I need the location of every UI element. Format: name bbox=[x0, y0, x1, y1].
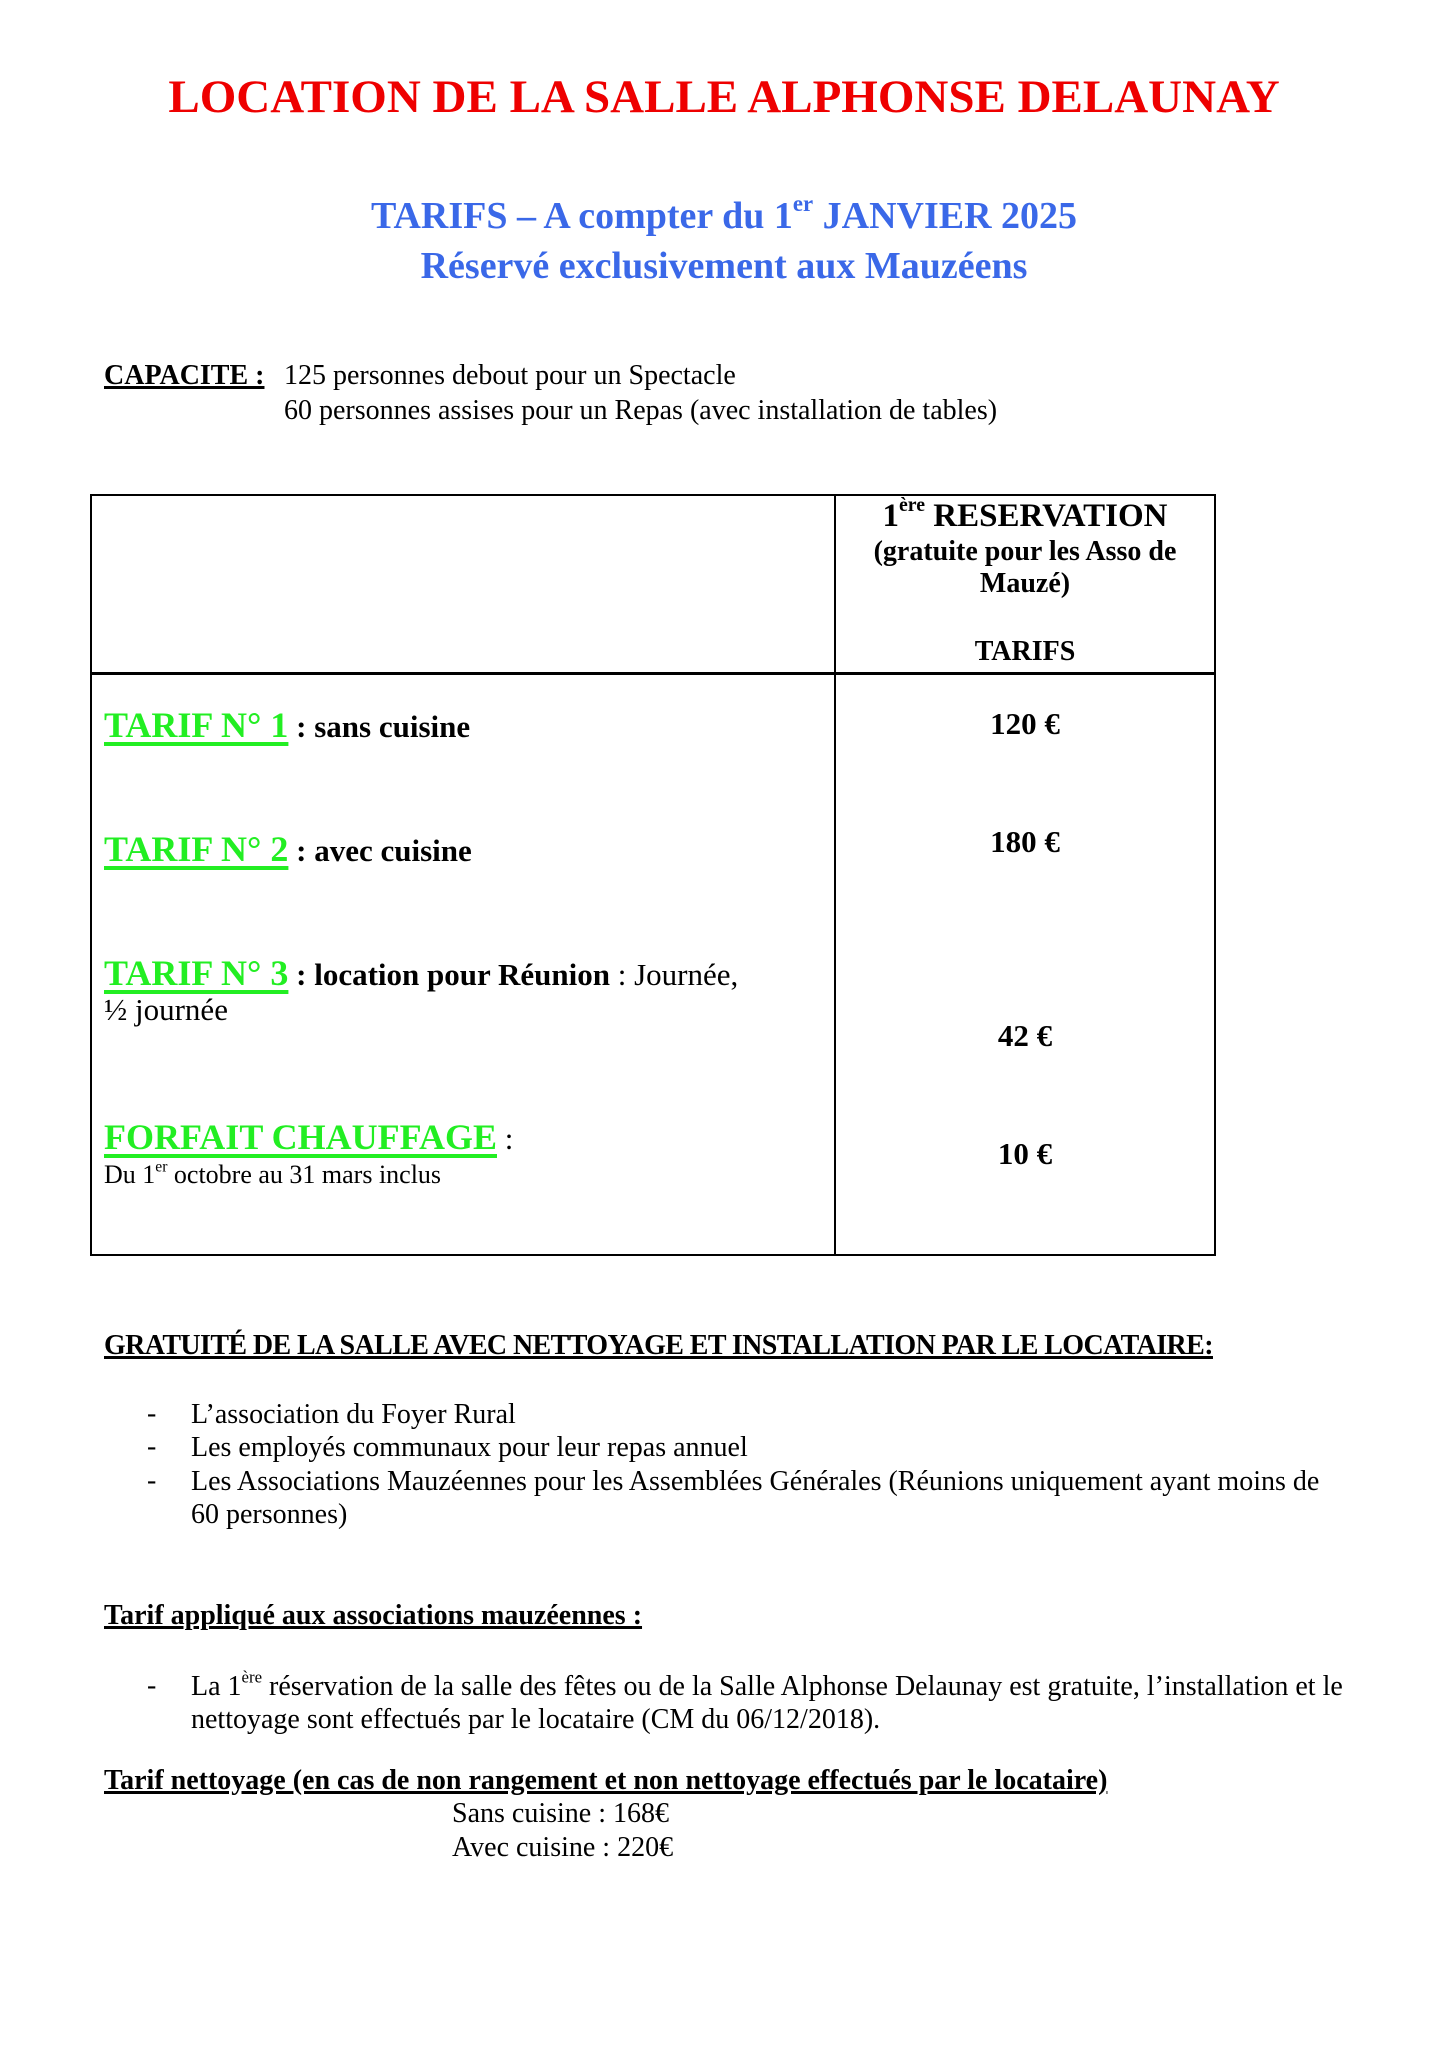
header-note bbox=[836, 536, 1214, 600]
header-sup: ère bbox=[899, 494, 926, 517]
list-item-text bbox=[191, 1667, 1351, 1736]
tariff-sep: : bbox=[288, 833, 315, 868]
gratuite-heading: GRATUITÉ DE LA SALLE AVEC NETTOYAGE ET INSTALLATION PAR LE LOCATAIRE: bbox=[104, 1330, 1213, 1361]
assoc-sup: ère bbox=[241, 1667, 263, 1687]
bullet-dash: - bbox=[147, 1398, 157, 1429]
header-title: RESERVATION bbox=[925, 498, 1168, 534]
nettoyage-sans-cuisine: Sans cuisine : 168€ bbox=[452, 1798, 669, 1829]
table-row-tarif-1 bbox=[104, 704, 470, 746]
header-reservation bbox=[836, 494, 1214, 535]
table-row-tarif-2 bbox=[104, 828, 472, 870]
bullet-dash: - bbox=[147, 1465, 157, 1496]
tariff-desc-extra: : Journée, bbox=[609, 957, 739, 992]
price-tarif-1: 120 € bbox=[990, 706, 1060, 741]
tariff-desc: avec cuisine bbox=[314, 833, 472, 868]
tariff-label: TARIF N° 3 bbox=[104, 953, 289, 993]
period-sup: er bbox=[155, 1158, 168, 1176]
header-note-line2: Mauzé) bbox=[979, 568, 1071, 599]
tariff-label: FORFAIT CHAUFFAGE bbox=[104, 1117, 497, 1157]
subtitle-sup: er bbox=[792, 190, 814, 216]
list-item-text: Les Associations Mauzéennes pour les Assemblées Générales (Réunions uniquement ayant moins de 60 personnes) bbox=[191, 1466, 1320, 1530]
price-tarif-3: 42 € bbox=[997, 1018, 1053, 1053]
header-num: 1 bbox=[882, 498, 900, 534]
tariff-desc: location pour Réunion bbox=[314, 957, 610, 992]
reserved-subtitle: Réservé exclusivement aux Mauzéens bbox=[420, 245, 1028, 287]
tariff-sep: : bbox=[288, 709, 315, 744]
table-row-tarif-3 bbox=[104, 952, 738, 1028]
subtitle-post: JANVIER 2025 bbox=[813, 195, 1078, 237]
header-note-line1: (gratuite pour les Asso de bbox=[873, 536, 1177, 567]
tariff-desc-line2: ½ journée bbox=[104, 992, 228, 1027]
assoc-post: réservation de la salle des fêtes ou de la Salle Alphonse Delaunay est gratuite, l’installation et le nettoyage sont effectués par le locataire (CM du 06/12/2018). bbox=[191, 1671, 1343, 1735]
period-pre: Du 1 bbox=[104, 1160, 156, 1189]
tariff-label: TARIF N° 1 bbox=[104, 705, 289, 745]
tariff-sep: : bbox=[288, 957, 315, 992]
capacity-label: CAPACITE : bbox=[104, 360, 265, 391]
period-post: octobre au 31 mars inclus bbox=[167, 1160, 442, 1189]
bullet-dash: - bbox=[147, 1670, 157, 1701]
bullet-dash: - bbox=[147, 1431, 157, 1462]
associations-heading: Tarif appliqué aux associations mauzéennes : bbox=[104, 1600, 643, 1631]
capacity-seated: 60 personnes assises pour un Repas (avec installation de tables) bbox=[284, 395, 998, 426]
tariff-table bbox=[90, 494, 1216, 1256]
header-tarifs: TARIFS bbox=[974, 636, 1076, 667]
tariff-date-subtitle bbox=[0, 190, 1448, 238]
chauffage-period bbox=[104, 1160, 513, 1190]
price-tarif-2: 180 € bbox=[990, 824, 1060, 859]
list-item-text: Les employés communaux pour leur repas annuel bbox=[191, 1432, 748, 1463]
tariff-label: TARIF N° 2 bbox=[104, 829, 289, 869]
nettoyage-avec-cuisine: Avec cuisine : 220€ bbox=[452, 1832, 674, 1863]
tariff-desc: sans cuisine bbox=[314, 709, 471, 744]
list-item-text: L’association du Foyer Rural bbox=[191, 1399, 516, 1430]
assoc-pre: La 1 bbox=[191, 1671, 242, 1702]
subtitle-pre: TARIFS – A compter du 1 bbox=[370, 195, 793, 237]
nettoyage-heading: Tarif nettoyage (en cas de non rangement et non nettoyage effectués par le locataire) bbox=[104, 1765, 1108, 1796]
capacity-standing: 125 personnes debout pour un Spectacle bbox=[284, 360, 736, 391]
page-title: LOCATION DE LA SALLE ALPHONSE DELAUNAY bbox=[168, 71, 1280, 123]
price-chauffage: 10 € bbox=[997, 1136, 1053, 1171]
tariff-sep: : bbox=[497, 1121, 514, 1156]
table-header-divider bbox=[92, 672, 1214, 675]
table-row-chauffage bbox=[104, 1116, 513, 1190]
